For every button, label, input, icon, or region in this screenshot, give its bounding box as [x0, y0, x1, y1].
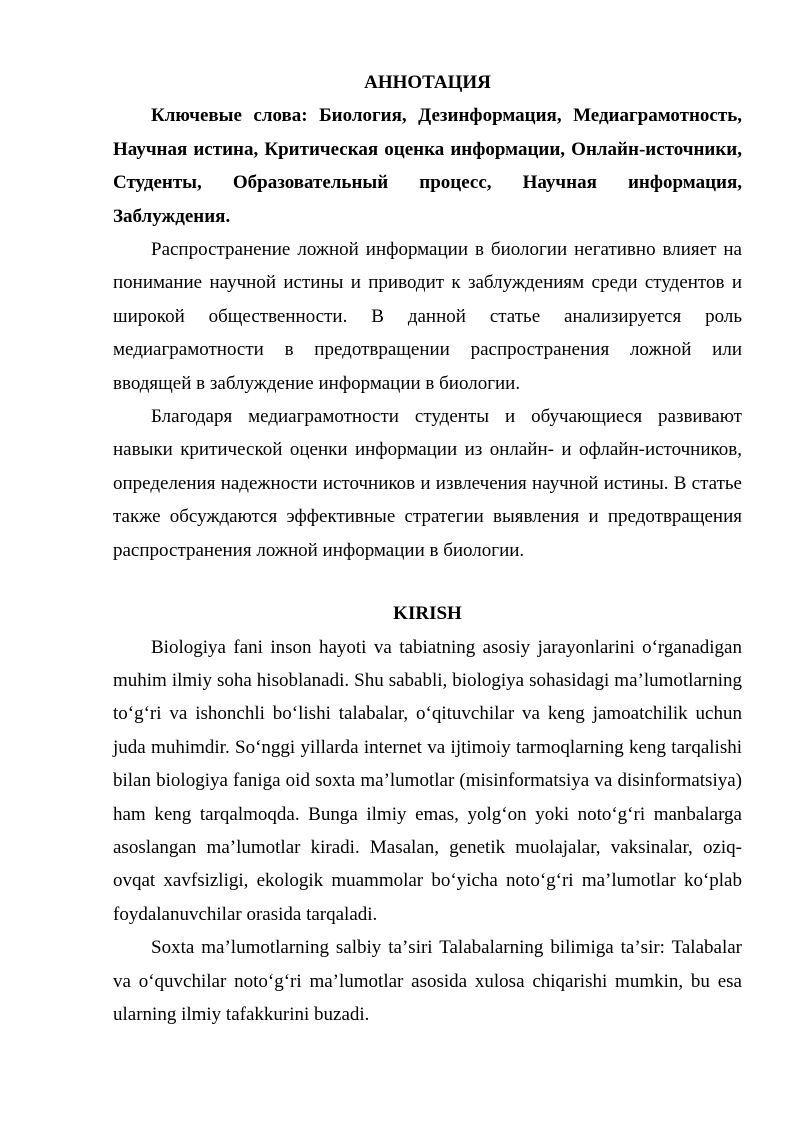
annotation-paragraph: Благодаря медиаграмотности студенты и обучающиеся развивают навыки критической оценки информации из онлайн- и офлайн-источников, определения надежности источников и извлечения научной истины. В статье также обсуждаются эффективные стратегии выявления и предотвращения распространения ложной информации в биологии.	[113, 406, 742, 561]
document-page	[113, 66, 742, 1031]
introduction-paragraph: Biologiya fani inson hayoti va tabiatning asosiy jarayonlarini oʻrganadigan muhim ilmiy soha hisoblanadi. Shu sababli, biologiya sohasidagi maʼlumotlarning toʻgʻri va ishonchli boʻlishi talabalar, oʻqituvchilar va keng jamoatchilik uchun juda muhimdir. Soʻnggi yillarda internet va ijtimoiy tarmoqlarning keng tarqalishi bilan biologiya faniga oid soxta maʼlumotlar (misinformatsiya va disinformatsiya) ham keng tarqalmoqda. Bunga ilmiy emas, yolgʻon yoki notoʻgʻri manbalarga asoslangan maʼlumotlar kiradi. Masalan, genetik muolajalar, vaksinalar, oziq-ovqat xavfsizligi, ekologik muammolar boʻyicha notoʻgʻri maʼlumotlar koʻplab foydalanuvchilar orasida tarqaladi.	[113, 636, 742, 925]
annotation-heading: АННОТАЦИЯ	[364, 72, 491, 93]
introduction-paragraph: Soxta maʼlumotlarning salbiy taʼsiri Talabalarning bilimiga taʼsir: Talabalar va oʻquvchilar notoʻgʻri maʼlumotlar asosida xulosa chiqarishi mumkin, bu esa ularning ilmiy tafakkurini buzadi.	[113, 937, 742, 1025]
introduction-heading: KIRISH	[393, 603, 462, 625]
keywords-paragraph: Ключевые слова: Биология, Дезинформация, Медиаграмотность, Научная истина, Критическая оценка информации, Онлайн-источники, Студенты, Образовательный процесс, Научная информация, Заблуждения.	[113, 105, 742, 227]
annotation-paragraph: Распространение ложной информации в биологии негативно влияет на понимание научной истины и приводит к заблуждениям среди студентов и широкой общественности. В данной статье анализируется роль медиаграмотности в предотвращении распространения ложной или вводящей в заблуждение информации в биологии.	[113, 239, 742, 394]
section-spacer	[113, 567, 742, 597]
